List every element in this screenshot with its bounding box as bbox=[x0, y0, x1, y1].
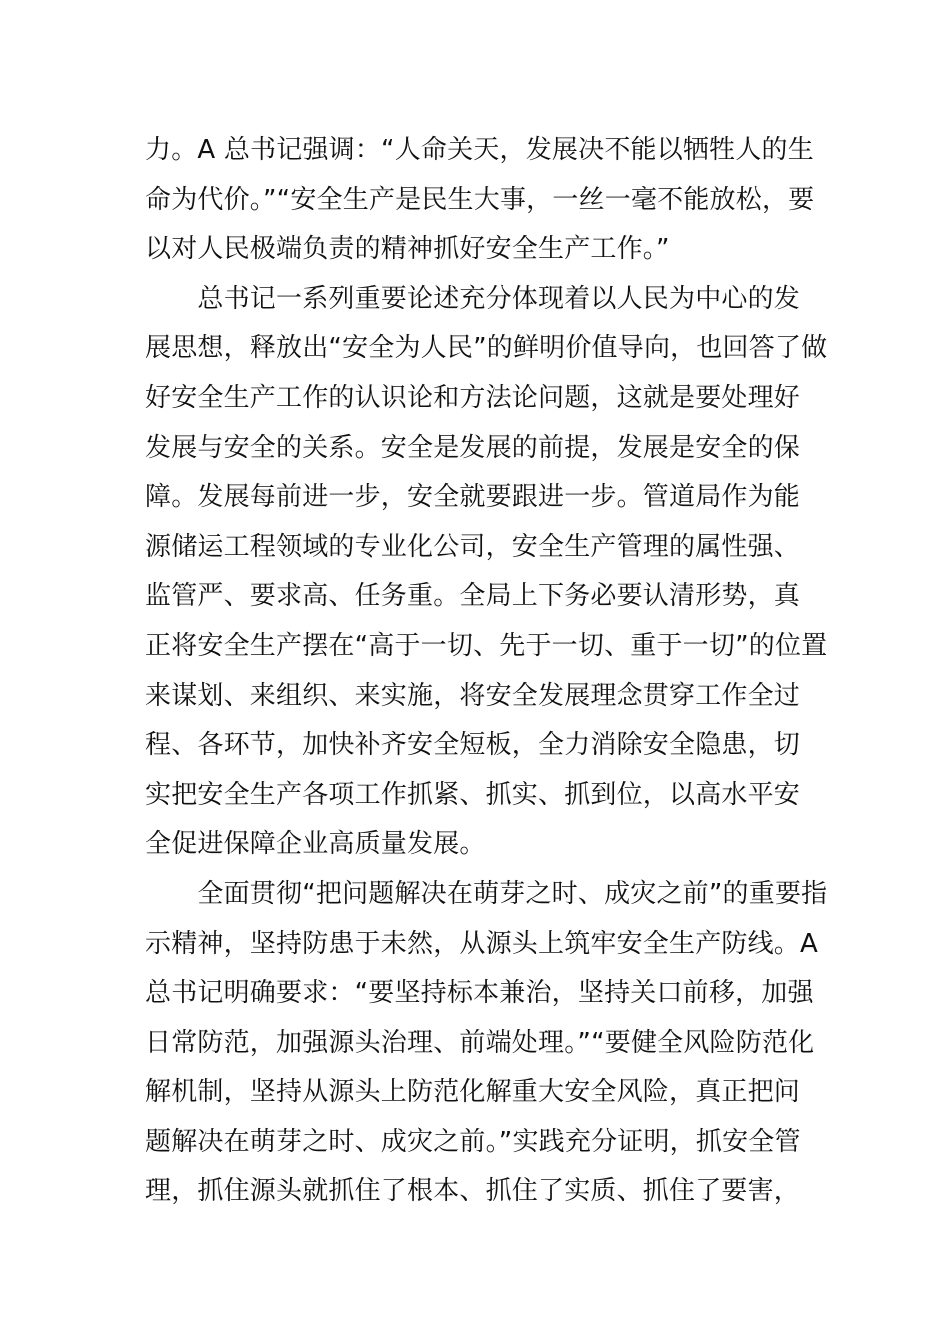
text-line: 理，抓住源头就抓住了根本、抓住了实质、抓住了要害， bbox=[145, 1176, 801, 1207]
text-line: 总书记明确要求：“要坚持标本兼治，坚持关口前移，加强 bbox=[145, 978, 814, 1009]
text-line: 障。发展每前进一步，安全就要跟进一步。管道局作为能 bbox=[145, 482, 801, 513]
paragraph-2 bbox=[145, 275, 828, 870]
paragraph-3 bbox=[145, 870, 828, 1217]
text-line: 展思想，释放出“安全为人民”的鲜明价值导向，也回答了做 bbox=[145, 333, 828, 364]
text-line: 解机制，坚持从源头上防范化解重大安全风险，真正把问 bbox=[145, 1077, 801, 1108]
text-line: 实把安全生产各项工作抓紧、抓实、抓到位，以高水平安 bbox=[145, 779, 801, 810]
text-line: 发展与安全的关系。安全是发展的前提，发展是安全的保 bbox=[145, 432, 801, 463]
text-line: 全促进保障企业高质量发展。 bbox=[145, 829, 486, 860]
text-line: 力。A 总书记强调：“人命关天，发展决不能以牺牲人的生 bbox=[145, 135, 814, 165]
text-line: 来谋划、来组织、来实施，将安全发展理念贯穿工作全过 bbox=[145, 680, 801, 711]
text-line: 正将安全生产摆在“高于一切、先于一切、重于一切”的位置 bbox=[145, 630, 828, 661]
text-line: 源储运工程领域的专业化公司，安全生产管理的属性强、 bbox=[145, 531, 801, 562]
text-line: 程、各环节，加快补齐安全短板，全力消除安全隐患，切 bbox=[145, 730, 801, 761]
document-body bbox=[145, 126, 828, 1217]
text-line: 命为代价。”“安全生产是民生大事，一丝一毫不能放松，要 bbox=[145, 184, 815, 215]
text-line: 以对人民极端负责的精神抓好安全生产工作。” bbox=[145, 234, 670, 265]
text-line: 监管严、要求高、任务重。全局上下务必要认清形势，真 bbox=[145, 581, 801, 612]
text-line: 好安全生产工作的认识论和方法论问题，这就是要处理好 bbox=[145, 382, 801, 413]
text-line: 题解决在萌芽之时、成灾之前。”实践充分证明，抓安全管 bbox=[145, 1126, 801, 1157]
text-line: 全面贯彻“把问题解决在萌芽之时、成灾之前”的重要指 bbox=[145, 878, 828, 909]
text-line: 总书记一系列重要论述充分体现着以人民为中心的发 bbox=[145, 283, 801, 314]
text-line: 日常防范，加强源头治理、前端处理。”“要健全风险防范化 bbox=[145, 1027, 815, 1058]
text-line: 示精神，坚持防患于未然，从源头上筑牢安全生产防线。A bbox=[145, 928, 818, 959]
paragraph-1 bbox=[145, 126, 815, 275]
